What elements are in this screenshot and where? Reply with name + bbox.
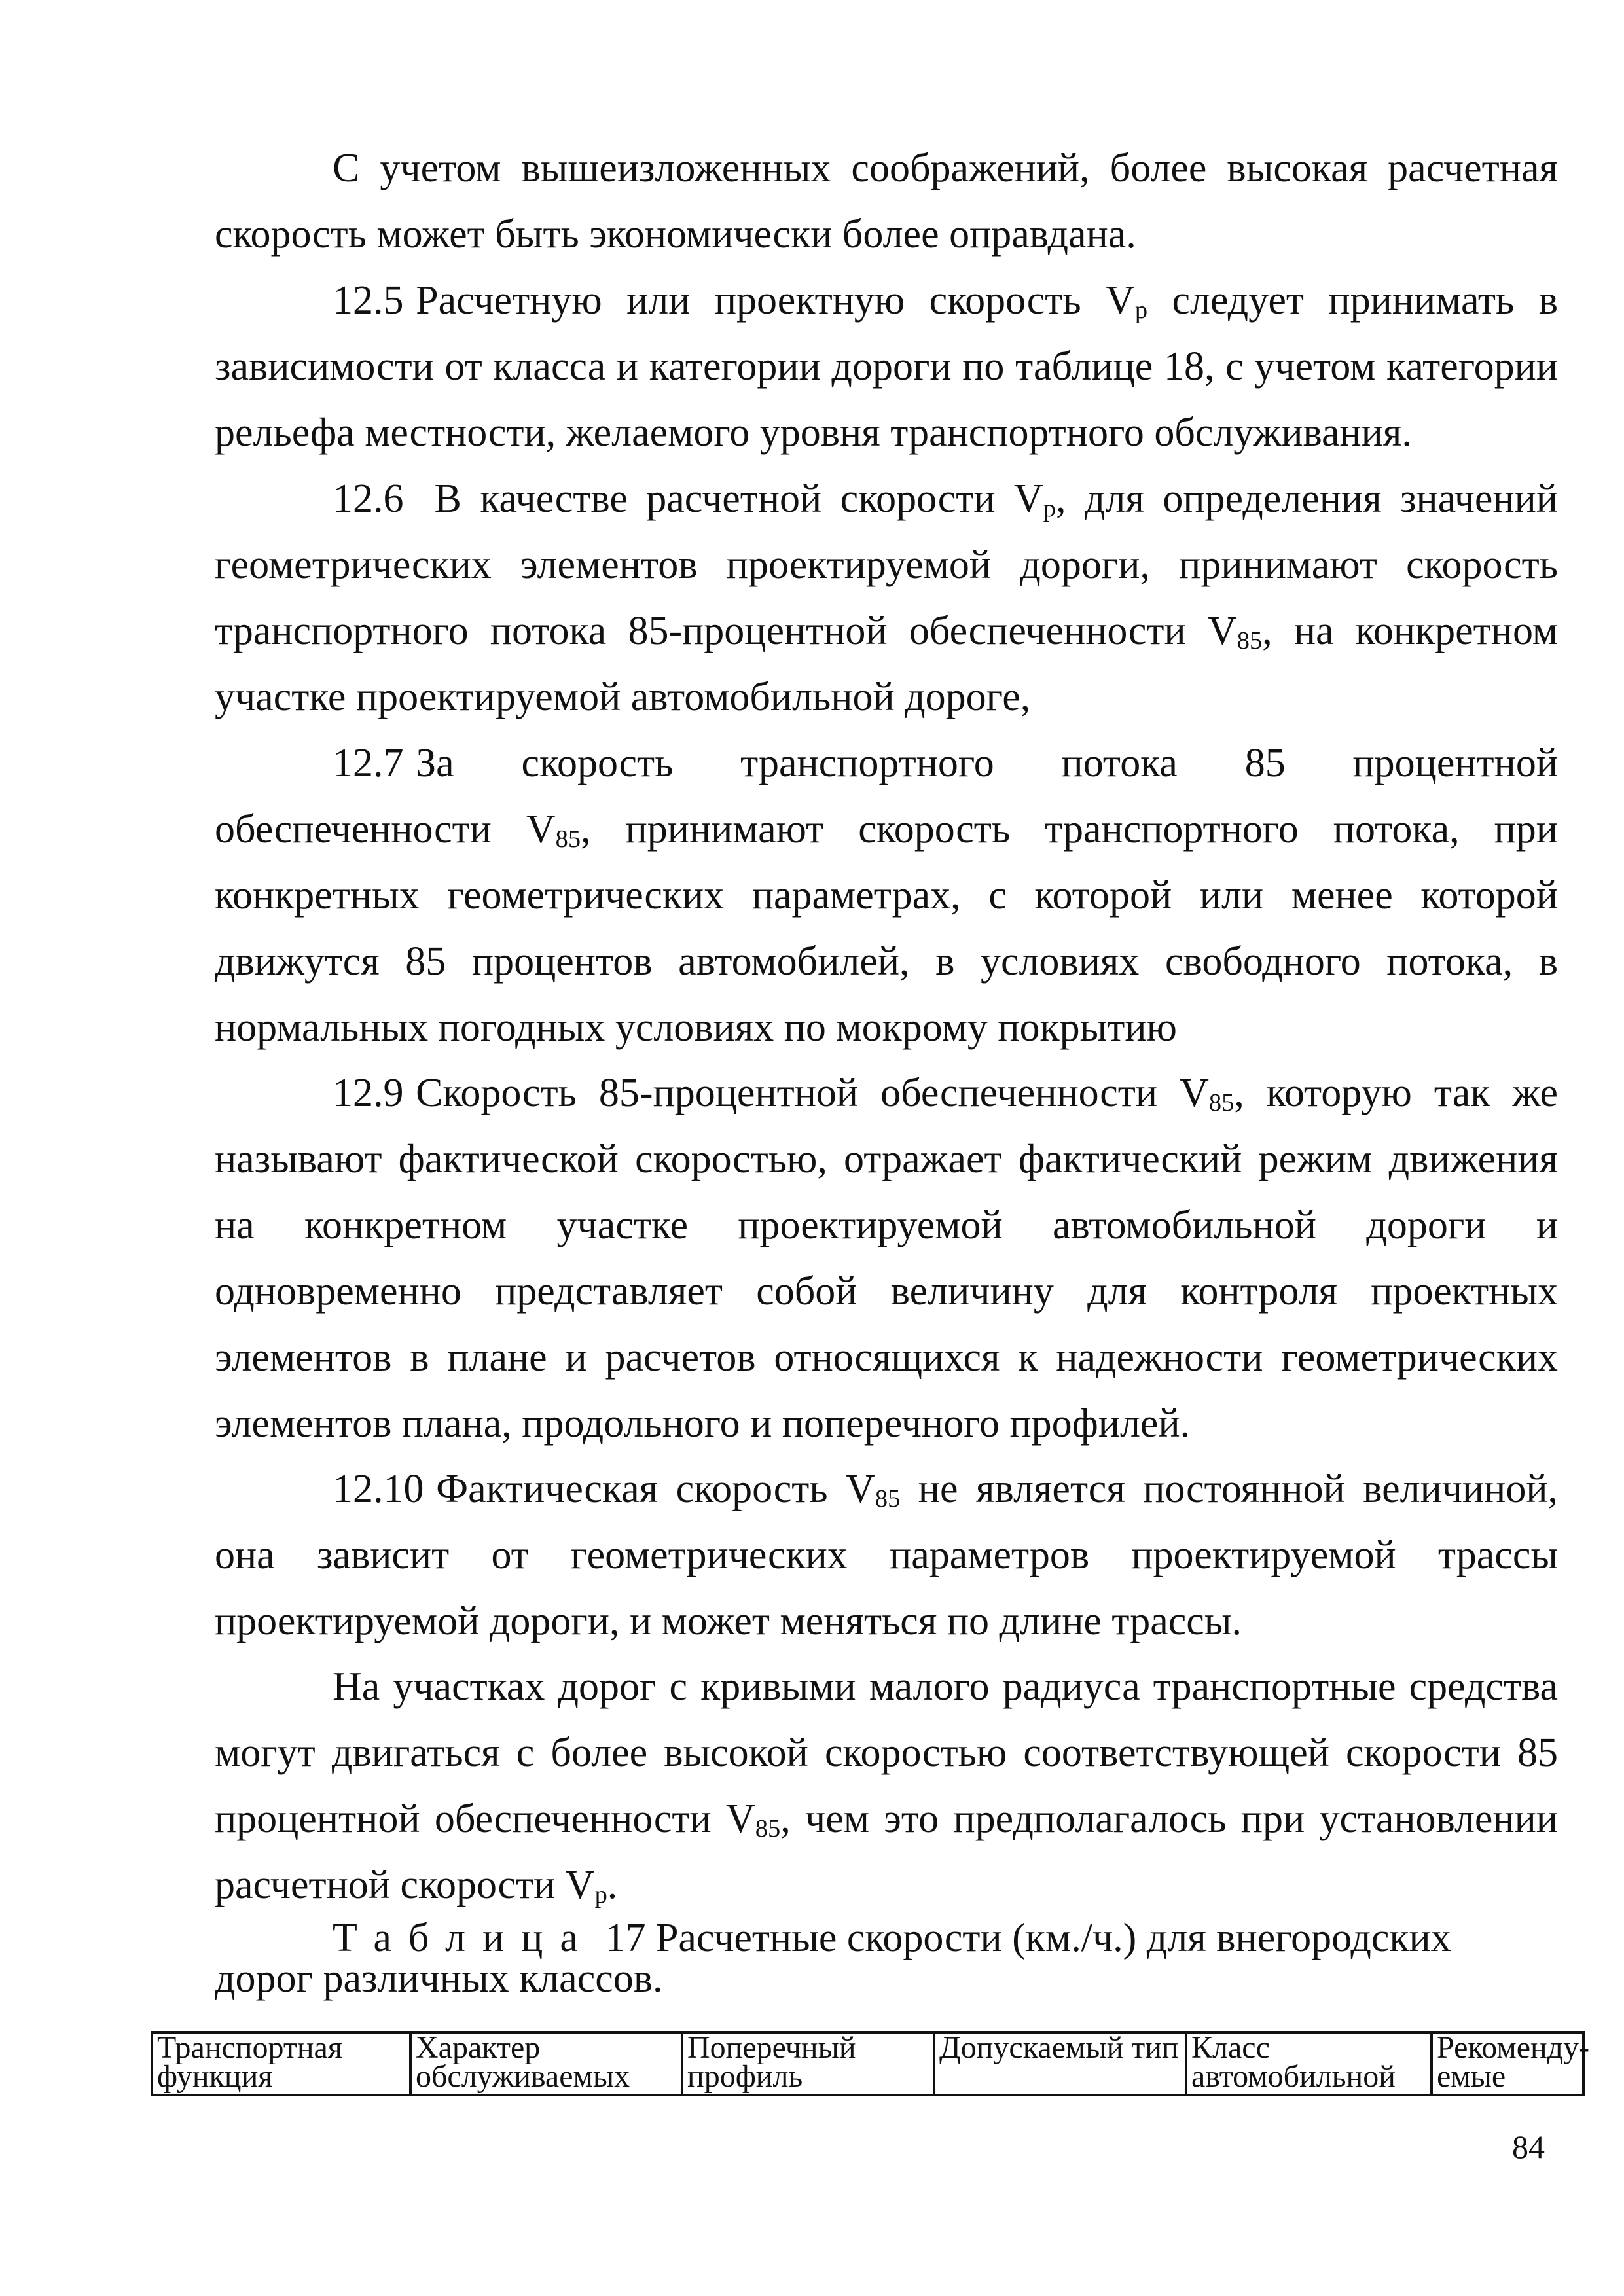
subscript: p [1043, 494, 1056, 522]
header-transport-function: Транспортная функция [152, 2032, 410, 2095]
clause-number: 12.7 [333, 741, 404, 785]
paragraph-small-radius: На участках дорог с кривыми малого радиуса транспортные средства могут двигаться с более высокой скоростью соответствующей скорости 85 процентной обеспеченности $V_{85}$, чем это предполагалось при установлении расчетной скорости $V_p$. [215, 1664, 1558, 1909]
header-road-class: Класс автомобильной [1186, 2032, 1432, 2095]
paragraph-12-6: 12.6 В качестве расчетной скорости $V_p$, для определения значений геометрических элементов проектируемой дороги, принимают скорость транспортного потока 85-процентной обеспеченности $V_{85}$, на конкретном участке проектируемой автомобильной дороге, [215, 476, 1558, 719]
clause-number: 12.10 [333, 1467, 424, 1511]
clause-number: 12.6 [333, 476, 404, 521]
paragraph-12-10: 12.10 Фактическая скорость $V_{85}$ не является постоянной величиной, она зависит от геометрических параметров проектируемой трассы проектируемой дороги, и может меняться по длине трассы. [215, 1467, 1559, 1643]
header-recommended: Рекоменду-емые [1432, 2032, 1583, 2095]
subscript: p [1134, 296, 1148, 324]
subscript: p [594, 1880, 607, 1909]
clause-number: 12.9 [333, 1071, 404, 1115]
page-number: 84 [1512, 2128, 1545, 2165]
subscript: 85 [555, 825, 581, 853]
header-cross-profile: Поперечный профиль [682, 2032, 934, 2095]
table-caption-label: Таблица [333, 1916, 595, 1960]
subscript: 85 [755, 1814, 781, 1842]
subscript: 85 [1208, 1088, 1235, 1117]
table-caption [215, 1918, 1558, 1999]
clause-number: 12.5 [333, 278, 404, 323]
header-service-character: Характер обслуживаемых [410, 2032, 682, 2095]
paragraph-12-5: 12.5 Расчетную или проектную скорость $V_p$ следует принимать в зависимости от класса и категории дороги по таблице 18, с учетом категории рельефа местности, желаемого уровня транспортного обслуживания. [215, 278, 1558, 455]
header-allowed-type: Допускаемый тип [934, 2032, 1186, 2095]
table-header-row [152, 2032, 1583, 2095]
paragraph-intro: С учетом вышеизложенных соображений, более высокая расчетная скорость может быть экономически более оправдана. [215, 146, 1558, 257]
subscript: 85 [1236, 626, 1263, 655]
table-caption-text: 17 Расчетные скорости (км./ч.) для внегородских дорог различных классов. [215, 1916, 1451, 2001]
paragraph-12-7: 12.7 За скорость транспортного потока 85 процентной обеспеченности $V_{85}$, принимают скорость транспортного потока, при конкретных геометрических параметрах, с которой или менее которой движутся 85 процентов автомобилей, в условиях свободного потока, в нормальных погодных условиях по мокрому покрытию [215, 741, 1558, 1050]
speed-table [151, 2030, 1590, 2096]
paragraph-12-9: 12.9 Скорость 85-процентной обеспеченности $V_{85}$, которую так же называют фактической скоростью, отражает фактический режим движения на конкретном участке проектируемой автомобильной дороги и одновременно представляет собой величину для контроля проектных элементов в плане и расчетов относящихся к надежности геометрических элементов плана, продольного и поперечного профилей. [215, 1071, 1558, 1446]
subscript: 85 [875, 1484, 901, 1513]
